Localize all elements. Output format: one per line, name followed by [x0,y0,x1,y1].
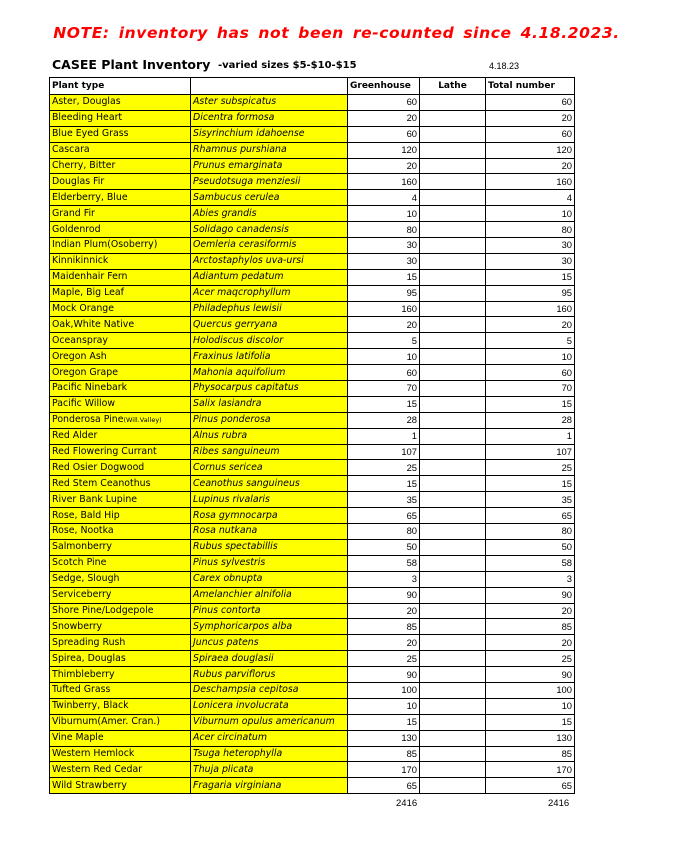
scientific-name-cell: Dicentra formosa [191,110,348,126]
lathe-count-cell [420,460,486,476]
greenhouse-count-cell: 1 [348,428,420,444]
table-row [50,667,575,683]
common-name-cell: Aster, Douglas [50,95,191,111]
inventory-date: 4.18.23 [489,61,520,71]
table-row [50,778,575,794]
common-name-cell: Kinnikinnick [50,253,191,269]
total-count-cell: 20 [486,110,575,126]
scientific-name-cell: Abies grandis [191,206,348,222]
table-row [50,333,575,349]
common-name-cell: Oregon Grape [50,365,191,381]
greenhouse-count-cell: 20 [348,635,420,651]
greenhouse-count-cell: 10 [348,698,420,714]
greenhouse-count-cell: 15 [348,269,420,285]
lathe-count-cell [420,492,486,508]
total-count-cell: 25 [486,651,575,667]
total-count-cell: 85 [486,619,575,635]
greenhouse-count-cell: 100 [348,682,420,698]
table-row [50,95,575,111]
total-count-cell: 100 [486,682,575,698]
greenhouse-count-cell: 85 [348,746,420,762]
greenhouse-count-cell: 15 [348,714,420,730]
common-name-cell: River Bank Lupine [50,492,191,508]
scientific-name-cell: Aster subspicatus [191,95,348,111]
scientific-name-cell: Rubus spectabillis [191,539,348,555]
greenhouse-count-cell: 95 [348,285,420,301]
greenhouse-count-cell: 20 [348,317,420,333]
greenhouse-count-cell: 20 [348,110,420,126]
total-count-cell: 10 [486,698,575,714]
lathe-count-cell [420,349,486,365]
header-scientific [191,78,348,95]
table-row [50,158,575,174]
common-name-cell: Maidenhair Fern [50,269,191,285]
common-name-cell: Viburnum(Amer. Cran.) [50,714,191,730]
table-row [50,238,575,254]
lathe-count-cell [420,396,486,412]
scientific-name-cell: Adiantum pedatum [191,269,348,285]
table-row [50,698,575,714]
greenhouse-count-cell: 10 [348,206,420,222]
table-row [50,492,575,508]
greenhouse-count-cell: 160 [348,174,420,190]
lathe-count-cell [420,333,486,349]
greenhouse-count-cell: 70 [348,381,420,397]
table-row [50,126,575,142]
scientific-name-cell: Spiraea douglasii [191,651,348,667]
greenhouse-count-cell: 20 [348,158,420,174]
scientific-name-cell: Holodiscus discolor [191,333,348,349]
table-row [50,428,575,444]
common-name-cell: Rose, Bald Hip [50,508,191,524]
total-count-cell: 60 [486,126,575,142]
scientific-name-cell: Arctostaphylos uva-ursi [191,253,348,269]
scientific-name-cell: Physocarpus capitatus [191,381,348,397]
table-row [50,285,575,301]
table-row [50,587,575,603]
scientific-name-cell: Pinus contorta [191,603,348,619]
common-name-cell: Pacific Ninebark [50,381,191,397]
scientific-name-cell: Carex obnupta [191,571,348,587]
scientific-name-cell: Acer maqcrophyllum [191,285,348,301]
table-row [50,651,575,667]
total-count-cell: 65 [486,508,575,524]
total-count-cell: 80 [486,222,575,238]
inventory-title: CASEE Plant Inventory [52,57,211,72]
lathe-count-cell [420,301,486,317]
common-name-cell: Oceanspray [50,333,191,349]
table-row [50,317,575,333]
table-row [50,524,575,540]
scientific-name-cell: Cornus sericea [191,460,348,476]
table-row [50,396,575,412]
greenhouse-count-cell: 160 [348,301,420,317]
header-row [50,78,575,95]
total-count-cell: 30 [486,253,575,269]
grand-total: 2416 [548,798,570,809]
common-name-cell: Cascara [50,142,191,158]
total-count-cell: 30 [486,238,575,254]
scientific-name-cell: Lupinus rivalaris [191,492,348,508]
total-count-cell: 20 [486,603,575,619]
common-name-cell: Bleeding Heart [50,110,191,126]
greenhouse-count-cell: 120 [348,142,420,158]
scientific-name-cell: Amelanchier alnifolia [191,587,348,603]
scientific-name-cell: Prunus emarginata [191,158,348,174]
header-lathe: Lathe [420,78,486,95]
common-name-cell: Maple, Big Leaf [50,285,191,301]
greenhouse-count-cell: 35 [348,492,420,508]
lathe-count-cell [420,762,486,778]
scientific-name-cell: Philadephus lewisii [191,301,348,317]
greenhouse-count-cell: 58 [348,555,420,571]
total-count-cell: 95 [486,285,575,301]
scientific-name-cell: Rosa gymnocarpa [191,508,348,524]
greenhouse-count-cell: 15 [348,396,420,412]
table-row [50,222,575,238]
scientific-name-cell: Fragaria virginiana [191,778,348,794]
greenhouse-total: 2416 [396,798,418,809]
total-count-cell: 85 [486,746,575,762]
table-row [50,365,575,381]
lathe-count-cell [420,539,486,555]
greenhouse-count-cell: 130 [348,730,420,746]
lathe-count-cell [420,142,486,158]
table-row [50,571,575,587]
common-name-cell: Red Osier Dogwood [50,460,191,476]
lathe-count-cell [420,698,486,714]
lathe-count-cell [420,714,486,730]
common-name-cell: Red Flowering Currant [50,444,191,460]
lathe-count-cell [420,126,486,142]
common-name-cell: Douglas Fir [50,174,191,190]
table-row [50,269,575,285]
table-row [50,476,575,492]
table-row [50,746,575,762]
common-name-cell: Shore Pine/Lodgepole [50,603,191,619]
lathe-count-cell [420,412,486,428]
scientific-name-cell: Fraxinus latifolia [191,349,348,365]
greenhouse-count-cell: 15 [348,476,420,492]
header-total: Total number [486,78,575,95]
total-count-cell: 4 [486,190,575,206]
table-row [50,682,575,698]
total-count-cell: 60 [486,95,575,111]
scientific-name-cell: Acer circinatum [191,730,348,746]
greenhouse-count-cell: 170 [348,762,420,778]
total-count-cell: 15 [486,269,575,285]
greenhouse-count-cell: 80 [348,524,420,540]
total-count-cell: 20 [486,635,575,651]
total-count-cell: 80 [486,524,575,540]
greenhouse-count-cell: 5 [348,333,420,349]
common-name-note: (Will.Valley) [123,416,162,425]
greenhouse-count-cell: 60 [348,126,420,142]
greenhouse-count-cell: 80 [348,222,420,238]
greenhouse-count-cell: 30 [348,238,420,254]
inventory-note: NOTE: inventory has not been re-counted since 4.18.2023. [53,24,620,42]
scientific-name-cell: Oemleria cerasiformis [191,238,348,254]
lathe-count-cell [420,444,486,460]
lathe-count-cell [420,635,486,651]
scientific-name-cell: Lonicera involucrata [191,698,348,714]
greenhouse-count-cell: 65 [348,778,420,794]
scientific-name-cell: Ribes sanguineum [191,444,348,460]
table-row [50,460,575,476]
header-plant-type: Plant type [50,78,191,95]
table-row [50,508,575,524]
lathe-count-cell [420,238,486,254]
greenhouse-count-cell: 90 [348,667,420,683]
lathe-count-cell [420,428,486,444]
common-name-cell: Wild Strawberry [50,778,191,794]
lathe-count-cell [420,682,486,698]
greenhouse-count-cell: 107 [348,444,420,460]
lathe-count-cell [420,285,486,301]
scientific-name-cell: Rosa nutkana [191,524,348,540]
lathe-count-cell [420,381,486,397]
lathe-count-cell [420,603,486,619]
total-count-cell: 65 [486,778,575,794]
table-row [50,635,575,651]
common-name-cell: Goldenrod [50,222,191,238]
scientific-name-cell: Quercus gerryana [191,317,348,333]
table-row [50,539,575,555]
total-count-cell: 25 [486,460,575,476]
scientific-name-cell: Sisyrinchium idahoense [191,126,348,142]
common-name-cell: Serviceberry [50,587,191,603]
greenhouse-count-cell: 10 [348,349,420,365]
table-row [50,381,575,397]
lathe-count-cell [420,667,486,683]
lathe-count-cell [420,555,486,571]
scientific-name-cell: Ceanothus sanguineus [191,476,348,492]
common-name-cell: Vine Maple [50,730,191,746]
scientific-name-cell: Salix lasiandra [191,396,348,412]
table-row [50,730,575,746]
common-name-cell: Ponderosa Pine(Will.Valley) [50,412,191,428]
greenhouse-count-cell: 25 [348,651,420,667]
lathe-count-cell [420,110,486,126]
total-count-cell: 10 [486,206,575,222]
common-name-cell: Red Alder [50,428,191,444]
common-name-cell: Cherry, Bitter [50,158,191,174]
table-row [50,190,575,206]
table-row [50,206,575,222]
table-row [50,142,575,158]
lathe-count-cell [420,317,486,333]
common-name-cell: Blue Eyed Grass [50,126,191,142]
total-count-cell: 50 [486,539,575,555]
total-count-cell: 160 [486,174,575,190]
common-name-cell: Tufted Grass [50,682,191,698]
lathe-count-cell [420,619,486,635]
total-count-cell: 70 [486,381,575,397]
total-count-cell: 120 [486,142,575,158]
common-name-cell: Western Red Cedar [50,762,191,778]
total-count-cell: 15 [486,476,575,492]
inventory-table [49,77,575,794]
total-count-cell: 15 [486,396,575,412]
table-row [50,301,575,317]
lathe-count-cell [420,222,486,238]
common-name-cell: Rose, Nootka [50,524,191,540]
total-count-cell: 107 [486,444,575,460]
scientific-name-cell: Mahonia aquifolium [191,365,348,381]
common-name-cell: Snowberry [50,619,191,635]
lathe-count-cell [420,587,486,603]
inventory-subtitle: -varied sizes $5-$10-$15 [218,60,357,71]
scientific-name-cell: Solidago canadensis [191,222,348,238]
lathe-count-cell [420,746,486,762]
common-name-cell: Spirea, Douglas [50,651,191,667]
scientific-name-cell: Thuja plicata [191,762,348,778]
scientific-name-cell: Juncus patens [191,635,348,651]
lathe-count-cell [420,190,486,206]
total-count-cell: 5 [486,333,575,349]
scientific-name-cell: Pseudotsuga menziesii [191,174,348,190]
lathe-count-cell [420,730,486,746]
lathe-count-cell [420,571,486,587]
greenhouse-count-cell: 20 [348,603,420,619]
total-count-cell: 20 [486,158,575,174]
greenhouse-count-cell: 4 [348,190,420,206]
table-row [50,555,575,571]
lathe-count-cell [420,476,486,492]
scientific-name-cell: Rhamnus purshiana [191,142,348,158]
greenhouse-count-cell: 60 [348,95,420,111]
table-row [50,349,575,365]
table-row [50,253,575,269]
table-row [50,619,575,635]
scientific-name-cell: Viburnum opulus americanum [191,714,348,730]
greenhouse-count-cell: 60 [348,365,420,381]
greenhouse-count-cell: 28 [348,412,420,428]
common-name-cell: Oak,White Native [50,317,191,333]
lathe-count-cell [420,253,486,269]
table-row [50,762,575,778]
table-row [50,174,575,190]
scientific-name-cell: Alnus rubra [191,428,348,444]
total-count-cell: 28 [486,412,575,428]
common-name-cell: Oregon Ash [50,349,191,365]
total-count-cell: 1 [486,428,575,444]
scientific-name-cell: Rubus parviflorus [191,667,348,683]
greenhouse-count-cell: 30 [348,253,420,269]
total-count-cell: 60 [486,365,575,381]
total-count-cell: 130 [486,730,575,746]
total-count-cell: 35 [486,492,575,508]
common-name-cell: Western Hemlock [50,746,191,762]
common-name-cell: Scotch Pine [50,555,191,571]
scientific-name-cell: Symphoricarpos alba [191,619,348,635]
scientific-name-cell: Deschampsia cepitosa [191,682,348,698]
table-row [50,444,575,460]
lathe-count-cell [420,206,486,222]
total-count-cell: 58 [486,555,575,571]
table-row [50,714,575,730]
lathe-count-cell [420,174,486,190]
total-count-cell: 10 [486,349,575,365]
greenhouse-count-cell: 65 [348,508,420,524]
greenhouse-count-cell: 50 [348,539,420,555]
total-count-cell: 170 [486,762,575,778]
common-name-cell: Spreading Rush [50,635,191,651]
total-count-cell: 160 [486,301,575,317]
common-name-cell: Salmonberry [50,539,191,555]
greenhouse-count-cell: 3 [348,571,420,587]
lathe-count-cell [420,651,486,667]
total-count-cell: 20 [486,317,575,333]
lathe-count-cell [420,269,486,285]
common-name-cell: Elderberry, Blue [50,190,191,206]
common-name-cell: Sedge, Slough [50,571,191,587]
lathe-count-cell [420,524,486,540]
total-count-cell: 3 [486,571,575,587]
common-name-cell: Indian Plum(Osoberry) [50,238,191,254]
common-name-cell: Mock Orange [50,301,191,317]
lathe-count-cell [420,365,486,381]
lathe-count-cell [420,95,486,111]
table-row [50,110,575,126]
scientific-name-cell: Pinus ponderosa [191,412,348,428]
common-name-cell: Red Stem Ceanothus [50,476,191,492]
table-row [50,603,575,619]
common-name-cell: Grand Fir [50,206,191,222]
scientific-name-cell: Sambucus cerulea [191,190,348,206]
lathe-count-cell [420,158,486,174]
lathe-count-cell [420,508,486,524]
total-count-cell: 90 [486,587,575,603]
total-count-cell: 90 [486,667,575,683]
common-name-cell: Twinberry, Black [50,698,191,714]
lathe-count-cell [420,778,486,794]
greenhouse-count-cell: 85 [348,619,420,635]
scientific-name-cell: Pinus sylvestris [191,555,348,571]
scientific-name-cell: Tsuga heterophylla [191,746,348,762]
greenhouse-count-cell: 90 [348,587,420,603]
header-greenhouse: Greenhouse [348,78,420,95]
total-count-cell: 15 [486,714,575,730]
greenhouse-count-cell: 25 [348,460,420,476]
common-name-cell: Thimbleberry [50,667,191,683]
common-name-cell: Pacific Willow [50,396,191,412]
table-row [50,412,575,428]
